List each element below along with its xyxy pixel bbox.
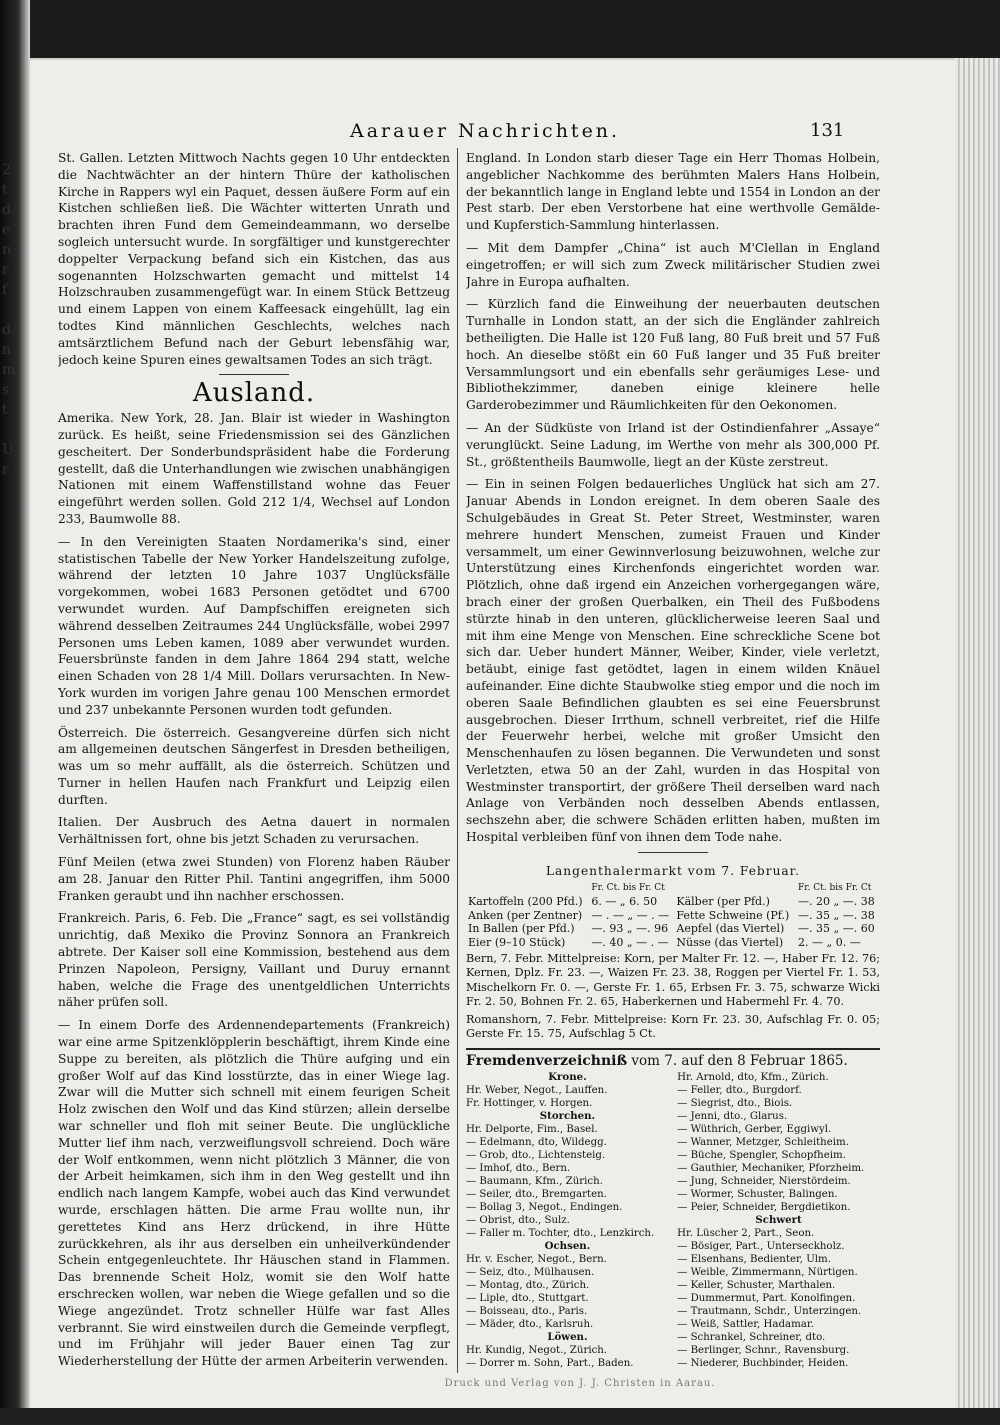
guest-entry: — Wüthrich, Gerber, Eggiwyl. (677, 1124, 832, 1136)
guest-entry: — Wanner, Metzger, Schleitheim. (677, 1137, 849, 1149)
guest-entry: — Dorrer m. Sohn, Part., Baden. (466, 1358, 634, 1370)
guest-entry: — Montag, dto., Zürich. (466, 1280, 590, 1292)
page-number: 131 (810, 120, 845, 141)
market-price-table (466, 882, 880, 950)
hotel-name: Ochsen. (544, 1240, 591, 1253)
market-price: 6. — „ 6. 50 (591, 895, 658, 909)
article-italien-florenz: Fünf Meilen (etwa zwei Stunden) von Florenz haben Räuber am 28. Januar den Ritter Phil. Tantini angegriffen, ihm 5000 Franken geraubt und ihn nachher erschossen. (58, 855, 450, 903)
guest-entry: — Elsenhans, Bedienter, Ulm. (677, 1254, 831, 1266)
guest-entry: — Dummermut, Part. Konolfingen. (677, 1293, 856, 1305)
market-row (466, 922, 880, 936)
market-romanshorn: Romanshorn, 7. Febr. Mittelpreise: Korn Fr. 23. 30, Aufschlag Fr. 0. 05; Gerste Fr. 15. 75, Aufschlag 5 Ct. (466, 1012, 880, 1041)
market-price: — . — „ — . — (591, 908, 670, 922)
column-divider (457, 148, 458, 1373)
guest-entry: — Obrist, dto., Sulz. (466, 1215, 570, 1227)
guest-entry: Hr. Delporte, Fim., Basel. (466, 1124, 598, 1136)
guest-list (466, 1071, 880, 1370)
market-header-row (466, 882, 880, 896)
guest-entry: — Grob, dto., Lichtensteig. (466, 1150, 606, 1162)
guest-entry: — Peier, Schneider, Bergdietikon. (677, 1202, 851, 1214)
guest-entry: — Gauthier, Mechaniker, Pforzheim. (677, 1163, 865, 1175)
guest-entry: — Baumann, Kfm., Zürich. (466, 1176, 603, 1188)
market-item: Kälber (per Pfd.) (676, 895, 770, 909)
footer-imprint: Druck und Verlag von J. J. Christen in Aarau. (444, 1378, 716, 1389)
market-price: 2. — „ 0. — (798, 936, 861, 950)
guest-entry: — Bollag 3, Negot., Endingen. (466, 1202, 623, 1214)
guest-entry: — Berlinger, Schnr., Ravensburg. (677, 1345, 850, 1357)
market-unit-label: Fr. Ct. bis Fr. Ct (798, 882, 872, 893)
guest-entry: — Boisseau, dto., Paris. (466, 1306, 588, 1318)
guest-entry: — Niederer, Buchbinder, Heiden. (677, 1358, 849, 1370)
market-item: Aepfel (das Viertel) (676, 922, 785, 936)
market-price: —. 35 „ —. 60 (798, 922, 875, 936)
guest-entry: Hr. Weber, Negot., Lauffen. (466, 1085, 608, 1097)
article-england: England. In London starb dieser Tage ein Herr Thomas Holbein, angeblicher Nachkomme des berühmten Malers Hans Holbein, der bekanntlich lange in England lebte und 1554 in London an der Pest starb. Der eben Verstorbene hat eine werthvolle Gemälde- und Kupferstich-Sammlung hinterlassen. (466, 151, 880, 233)
article-frankreich: Frankreich. Paris, 6. Feb. Die „France“ sagt, es sei vollständig unrichtig, daß Mexiko die Provinz Sonnora an Frankreich abtrete. Der Kaiser soll eine Kommission, bestehend aus dem Prinzen Napoleon, Persigny, Vaillant und Duruy ernannt haben, welche die Frage des unentgeldlichen Unterrichts näher prüfen soll. (58, 911, 450, 1010)
market-item: In Ballen (per Pfd.) (468, 922, 575, 936)
article-england-china: — Mit dem Dampfer „China“ ist auch M'Clellan in England eingetroffen; er will sich zum Zweck militärischer Studien zwei Jahre in Europa aufhalten. (466, 240, 880, 289)
market-title: Langenthalermarkt vom 7. Februar. (545, 863, 801, 878)
market-row (466, 909, 880, 923)
right-column (466, 150, 880, 1370)
market-rule (638, 852, 708, 853)
guest-entry: — Jenni, dto., Glarus. (677, 1111, 788, 1123)
article-england-unglueck: — Ein in seinen Folgen bedauerliches Unglück hat sich am 27. Januar Abends in London ereignet. In dem oberen Saale des Schulgebäudes in Great St. Peter Street, Westminster, waren mehrere hundert Menschen, zumeist Frauen und Kinder versammelt, um einer Gewinnverlosung beizuwohnen, welche zur Unterstützung eines Kirchenfonds eingerichtet worden war. Plötzlich, ohne daß irgend ein Anzeichen vorhergegangen wäre, brach einer der großen Querbalken, ein Theil des Fußbodens stürzte hinab in den unteren, glücklicherweise leeren Saal und mit ihm eine Menge von Menschen. Eine schreckliche Scene bot sich dar. Ueber hundert Männer, Weiber, Kinder, viele verletzt, betäubt, einige fast getödtet, lagen in einem wilden Knäuel aufeinander. Eine dichte Staubwolke stieg empor und die noch im oberen Saale Befindlichen glaubten es sei eine Feuersbrunst ausgebrochen. Dieser Irrthum, schnell verbreitet, rief die Hilfe der Feuerwehr herbei, welche mit großer Umsicht den Menschenhaufen zu lösen begannen. Die Verwundeten und sonst Verletzten, etwa 50 an der Zahl, wurden in das Hospital von Westminster transportirt, der größere Theil derselben ward nach Anlage von Verbänden noch desselben Abends entlassen, sechszehn aber, die schwere Schäden erlitten haben, mußten im Hospital verbleiben fünf von ihnen dem Tode nahe. (466, 477, 880, 845)
market-item: Fette Schweine (Pf.) (676, 908, 790, 922)
section-heading-ausland: Ausland. (192, 378, 316, 409)
article-amerika-statistik: — In den Vereinigten Staaten Nordamerika's sind, einer statistischen Tabelle der New Yorker Handelszeitung zufolge, während der letzten 10 Jahre 1037 Unglücksfälle vorgekommen, wobei 1683 Personen getödtet und 6700 verwundet wurden. Auf Dampfschiffen ereigneten sich während desselben Zeitraumes 244 Unglücksfälle, wobei 2997 Personen ums Leben kamen, 1089 aber verwundet wurden. Feuersbrünste fanden in dem Jahre 1864 294 statt, welche einen Schaden von 28 1/4 Mill. Dollars verursachten. In New-York wurden im vorigen Jahre genau 100 Menschen ermordet und 237 unbekannte Personen wurden todt gefunden. (58, 534, 450, 717)
market-row (466, 936, 880, 950)
guest-entry: — Büche, Spengler, Schopfheim. (677, 1150, 846, 1162)
market-item: Eier (9–10 Stück) (468, 936, 566, 950)
guest-list-left (466, 1071, 669, 1370)
guest-list-title (466, 1048, 880, 1070)
guest-list-right (677, 1071, 880, 1370)
guest-entry: Hr. Arnold, dto, Kfm., Zürich. (677, 1072, 829, 1084)
left-margin-letters: 2 t d e n r f d n m s t U r (2, 162, 16, 478)
article-frankreich-wolf: — In einem Dorfe des Ardennendepartements (Frankreich) war eine arme Spitzenklöpplerin beschäftigt, ihrem Kinde eine Suppe zu bereiten, als plötzlich die Thüre aufging und ein großer Wolf auf das Kind losstürzte, das in einer Wiege lag. Zwar will die Mutter sich schnell mit einem feurigen Scheit Holz zwischen den Wolf und das Kind stürzen; allein derselbe war schneller und floh mit seiner Beute. Die unglückliche Mutter lief ihm nach, verzweiflungsvoll schreiend. Doch wäre der Wolf entkommen, wenn nicht plötzlich 3 Männer, die von der Arbeit heimkamen, sich ihm in den Weg gestellt und ihn endlich nach langem Kampfe, wobei auch das Kind verwundet wurde, erschlagen hätten. Die arme Frau wollte nun, ihr gerettetes Kind ans Herz drückend, in ihre Hütte zurückkehren, als ihr aus derselben ein unheilverkündender Schein entgegenleuchtete. Ihr Häuschen stand in Flammen. Das brennende Scheit Holz, womit sie den Wolf hatte erschrecken wollen, war neben die Wiege gefallen und so die Wiege angezündet. Trotz schneller Hülfe war fast Alles verbrannt. Sie wird einstweilen durch die Gemeinde verpflegt, und im Frühjahr will jeder Bauer einen Tag zur Wiederherstellung der Hütte der armen Arbeiterin verwenden. (58, 1018, 450, 1369)
guest-entry: — Imhof, dto., Bern. (466, 1163, 571, 1175)
market-item: Anken (per Zentner) (468, 908, 583, 922)
market-rows (466, 895, 880, 949)
article-italien: Italien. Der Ausbruch des Aetna dauert in normalen Verhältnissen fort, ohne bis jetzt Schaden zu verursachen. (58, 815, 450, 847)
guest-entry: — Keller, Schuster, Marthalen. (677, 1280, 836, 1292)
hotel-name: Löwen. (547, 1331, 588, 1344)
hotel-name: Schwert (755, 1214, 802, 1227)
guest-entry: — Feller, dto., Burgdorf. (677, 1085, 802, 1097)
guest-entry: — Weiß, Sattler, Hadamar. (677, 1319, 814, 1331)
hotel-name: Krone. (548, 1071, 587, 1084)
market-price: —. 20 „ —. 38 (798, 895, 875, 909)
article-england-turnhalle: — Kürzlich fand die Einweihung der neuerbauten deutschen Turnhalle in London statt, an der sich die Engländer zahlreich betheiligten. Die Halle ist 120 Fuß lang, 80 Fuß breit und 57 Fuß hoch. An dieselbe stößt ein 60 Fuß langer und 35 Fuß breiter Versammlungsort und ein ebenfalls sehr geräumiges Lese- und Bibliothekzimmer, daneben einige kleinere helle Garderobezimmer und Räumlichkeiten für den Oekonomen. (466, 297, 880, 413)
guest-entry: — Bösiger, Part., Unterseckholz. (677, 1241, 845, 1253)
guest-entry: — Mäder, dto., Karlsruh. (466, 1319, 594, 1331)
guest-entry: — Seiler, dto., Bremgarten. (466, 1189, 607, 1201)
market-unit-label: Fr. Ct. bis Fr. Ct (591, 882, 665, 893)
guest-entry: — Siegrist, dto., Biois. (677, 1098, 793, 1110)
left-column (58, 150, 450, 1370)
guest-entry: — Weible, Zimmermann, Nürtigen. (677, 1267, 858, 1279)
guest-entry: Fr. Hottinger, v. Horgen. (466, 1098, 593, 1110)
guest-entry: — Seiz, dto., Mülhausen. (466, 1267, 595, 1279)
guest-entry: — Faller m. Tochter, dto., Lenzkirch. (466, 1228, 655, 1240)
guest-entry: — Schrankel, Schreiner, dto. (677, 1332, 826, 1344)
right-page-stack (955, 58, 1000, 1425)
guest-entry: — Liple, dto., Stuttgart. (466, 1293, 589, 1305)
guest-entry: — Edelmann, dto, Wildegg. (466, 1137, 607, 1149)
market-bern: Bern, 7. Febr. Mittelpreise: Korn, per Malter Fr. 12. —, Haber Fr. 12. 76; Kernen, Dplz. Fr. 23. —, Waizen Fr. 23. 38, Roggen per Viertel Fr. 1. 53, Mischelkorn Fr. 0. —, Gerste Fr. 1. 65, Erbsen Fr. 3. 75, schwarze Wicki Fr. 2. 50, Bohnen Fr. 2. 65, Haberkernen und Habermehl Fr. 4. 70. (466, 951, 880, 1009)
market-price: —. 93 „ —. 96 (591, 922, 669, 936)
market-item: Nüsse (das Viertel) (676, 936, 784, 950)
hotel-name: Storchen. (539, 1110, 596, 1123)
section-rule (219, 374, 289, 375)
article-st-gallen: St. Gallen. Letzten Mittwoch Nachts gegen 10 Uhr entdeckten die Nachtwächter an der hintern Thüre der katholischen Kirche in Rappers wyl ein Paquet, dessen äußere Form auf ein Kistchen schließen ließ. Die Wächter witterten Unrath und brachten ihren Fund dem Gemeindeammann, wo derselbe sogleich untersucht wurde. In sorgfältiger und kunstgerechter doppelter Verpackung befand sich ein Kistchen, das aus sogenannten Holzschwarten gemacht und mittelst 14 Holzschrauben zusammengefügt war. In einem Stück Bettzeug und einem Lappen von einem Kaffeesack eingehüllt, lag ein todtes Kind männlichen Geschlechts, welches nach amtsärztlichem Befund nach der Geburt lebensfähig war, jedoch keine Spuren eines gewaltsamen Todes an sich trägt. (58, 151, 450, 367)
bottom-edge (0, 1408, 1000, 1425)
guest-list-title-date: vom 7. auf den 8 Februar 1865. (631, 1052, 848, 1069)
market-price: —. 40 „ — . — (591, 936, 669, 950)
guest-entry: Hr. v. Escher, Negot., Bern. (466, 1254, 607, 1266)
guest-entry: — Wormer, Schuster, Balingen. (677, 1189, 838, 1201)
page-header (320, 120, 860, 144)
market-price: —. 35 „ —. 38 (798, 908, 875, 922)
market-row (466, 895, 880, 909)
guest-entry: Hr. Lüscher 2, Part., Seon. (677, 1228, 815, 1240)
market-item: Kartoffeln (200 Pfd.) (468, 895, 583, 909)
guest-entry: Hr. Kundig, Negot., Zürich. (466, 1345, 608, 1357)
left-page-edge (0, 0, 30, 1425)
guest-entry: — Jung, Schneider, Nierstördeim. (677, 1176, 851, 1188)
guest-entry: — Trautmann, Schdr., Unterzingen. (677, 1306, 862, 1318)
newspaper-title: Aarauer Nachrichten. (350, 120, 621, 142)
article-oesterreich: Österreich. Die österreich. Gesangvereine dürfen sich nicht am allgemeinen deutschen Sängerfest in Dresden betheiligen, was um so mehr auffällt, als die österreich. Schützen und Turner in hellen Haufen nach Frankfurt und Leipzig eilen durften. (58, 725, 450, 807)
article-england-irland: — An der Südküste von Irland ist der Ostindienfahrer „Assaye“ verunglückt. Seine Ladung, im Werthe von mehr als 300,000 Pf. St., größtentheils Baumwolle, liegt an der Küste zerstreut. (466, 420, 880, 469)
article-amerika: Amerika. New York, 28. Jan. Blair ist wieder in Washington zurück. Es heißt, seine Friedensmission sei des Gänzlichen gescheitert. Der Sonderbundspräsident habe die Forderung gestellt, daß die Unterhandlungen wie zwischen unabhängigen Nationen mit einem Waffenstillstand wohne das Feuer eingeführt werden sollen. Gold 212 1/4, Wechsel auf London 233, Baumwolle 88. (58, 411, 450, 526)
guest-list-title-bold: Fremdenverzeichniß (466, 1052, 628, 1069)
